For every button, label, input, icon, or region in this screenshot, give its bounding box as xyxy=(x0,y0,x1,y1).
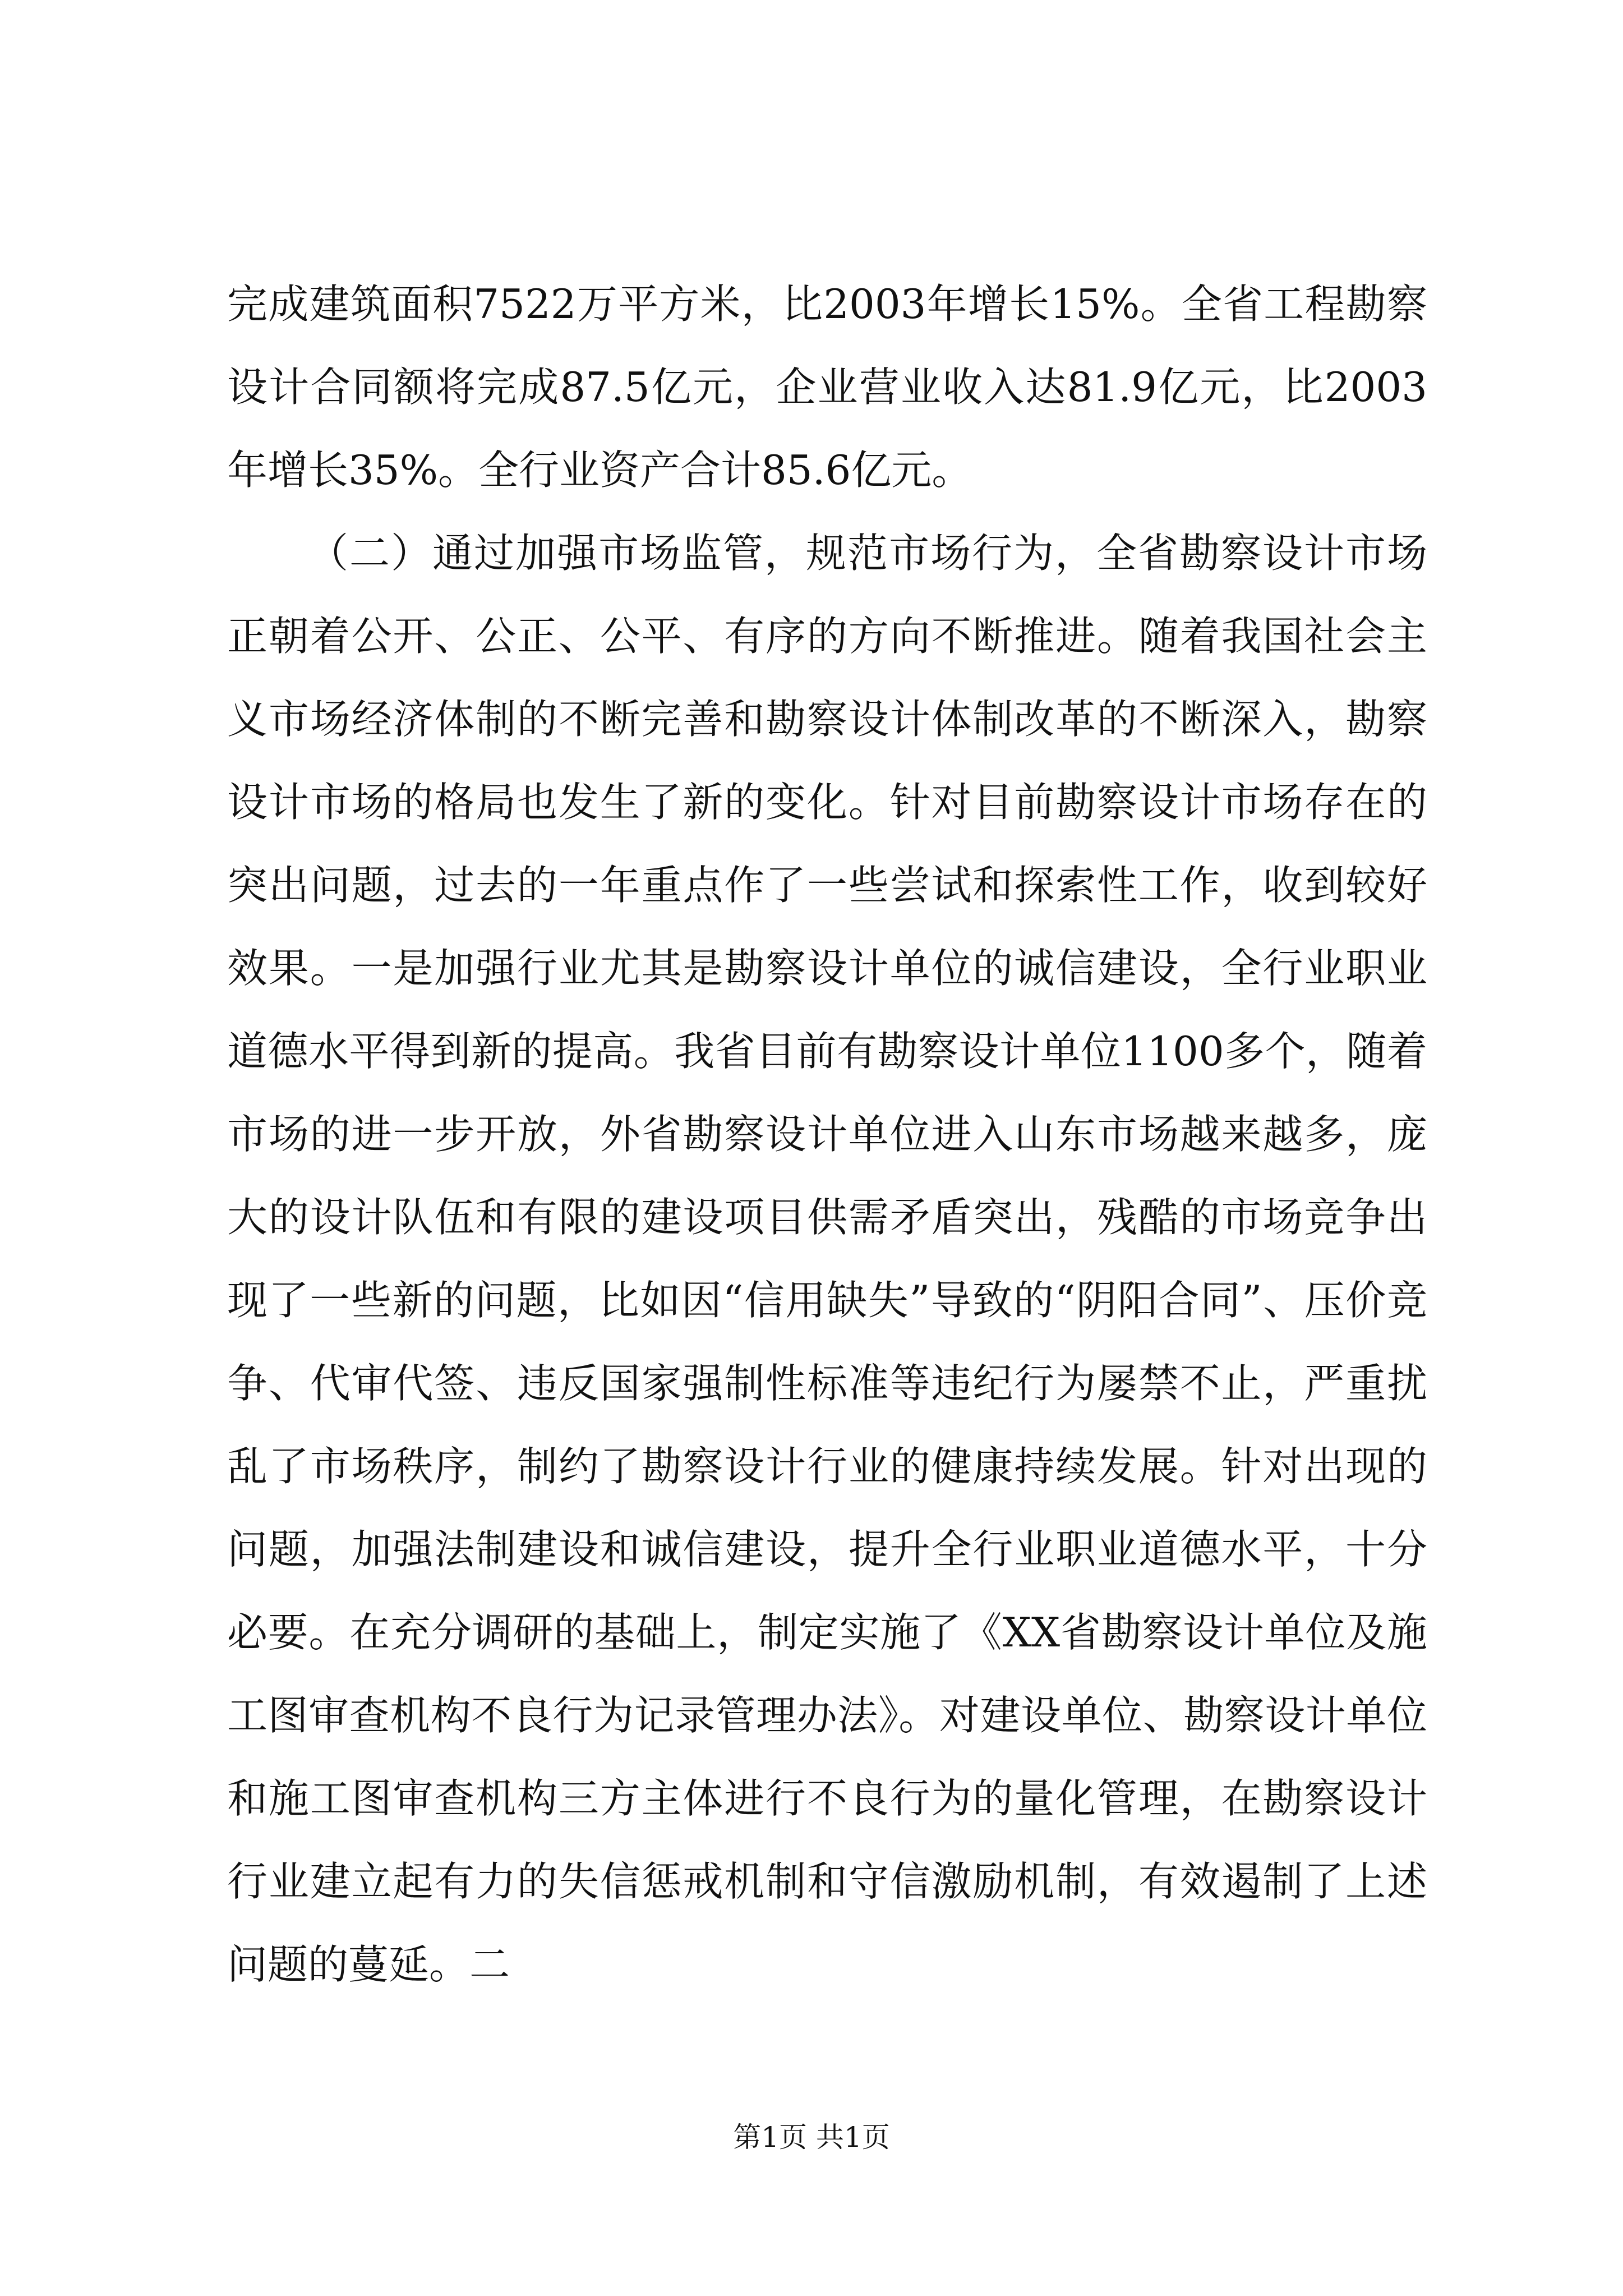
paragraph-2: （二）通过加强市场监管，规范市场行为，全省勘察设计市场正朝着公开、公正、公平、有序的方向不断推进。随着我国社会主义市场经济体制的不断完善和勘察设计体制改革的不断深入，勘察设计市场的格局也发生了新的变化。针对目前勘察设计市场存在的突出问题，过去的一年重点作了一些尝试和探索性工作，收到较好效果。一是加强行业尤其是勘察设计单位的诚信建设，全行业职业道德水平得到新的提高。我省目前有勘察设计单位1100多个，随着市场的进一步开放，外省勘察设计单位进入山东市场越来越多，庞大的设计队伍和有限的建设项目供需矛盾突出，残酷的市场竞争出现了一些新的问题，比如因“信用缺失”导致的“阴阳合同”、压价竞争、代审代签、违反国家强制性标准等违纪行为屡禁不止，严重扰乱了市场秩序，制约了勘察设计行业的健康持续发展。针对出现的问题，加强法制建设和诚信建设，提升全行业职业道德水平，十分必要。在充分调研的基础上，制定实施了《XX省勘察设计单位及施工图审查机构不良行为记录管理办法》。对建设单位、勘察设计单位和施工图审查机构三方主体进行不良行为的量化管理，在勘察设计行业建立起有力的失信惩戒机制和守信激励机制，有效遏制了上述问题的蔓延。二 xyxy=(227,530,1427,1988)
paragraph-1: 完成建筑面积7522万平方米，比2003年增长15%。全省工程勘察设计合同额将完成87.5亿元，企业营业收入达81.9亿元，比2003年增长35%。全行业资产合计85.6亿元。 xyxy=(227,280,1427,494)
page-footer: 第1页 共1页 xyxy=(733,2121,890,2154)
document-body xyxy=(227,263,1427,2006)
